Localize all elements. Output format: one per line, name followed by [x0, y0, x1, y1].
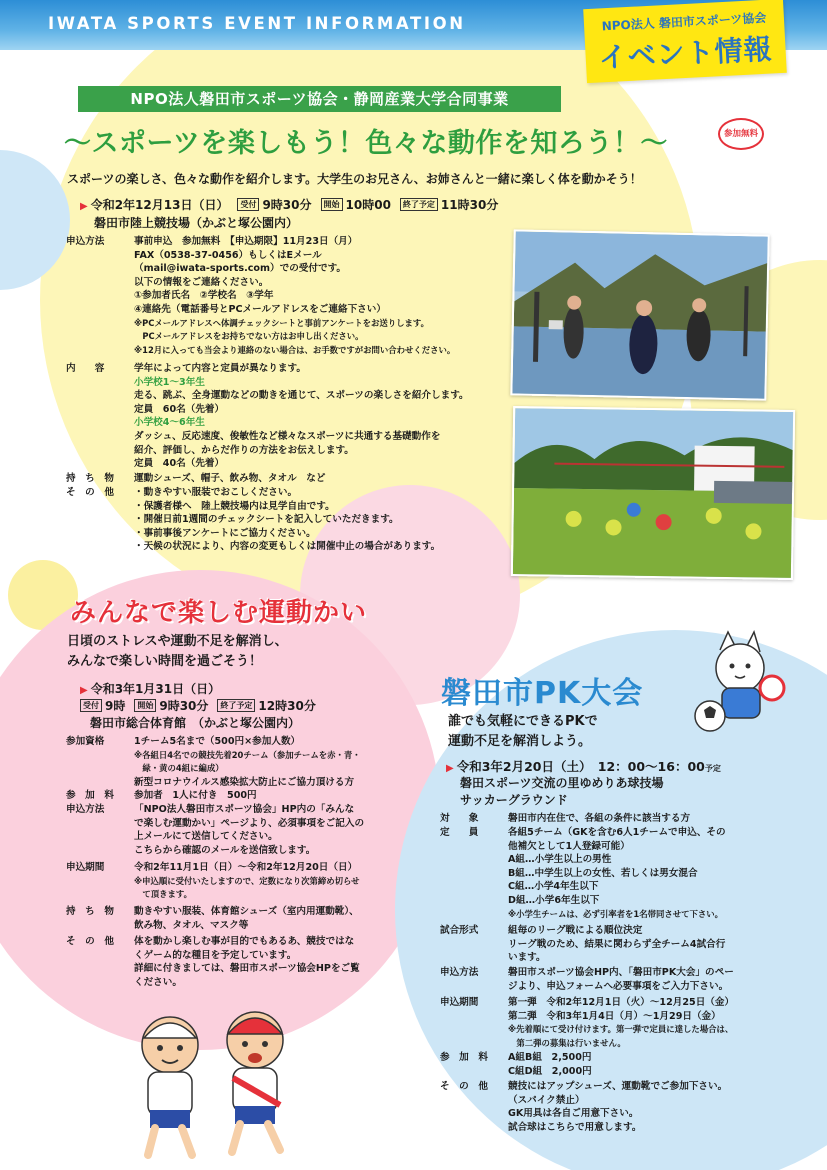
text-line: こちらから確認のメールを送信致します。 [134, 844, 316, 856]
event2-apply-value [134, 803, 364, 857]
text-line: 以下の情報をご連絡ください。 [134, 276, 269, 288]
arrow-right-icon: ▶ [80, 201, 88, 212]
event3-target-label: 対 象 [440, 813, 479, 824]
event1-content-label: 内 容 [66, 363, 105, 374]
text-line: ・事前事後アンケートにご協力ください。 [134, 527, 316, 539]
text-line: います。 [508, 952, 546, 964]
text-line: A組…小学生以上の男性 [508, 854, 612, 866]
event3-title: 磐田市PK大会 [441, 676, 644, 711]
event-info-tag [583, 0, 787, 83]
text-line: 事前申込 参加無料 【申込期限】11月23日（月） [134, 236, 358, 247]
event1-items-value: 運動シューズ、帽子、飲み物、タオル など [134, 473, 326, 484]
start-time: 9時30分 [159, 699, 209, 713]
text-line: 第二弾 令和3年1月4日（月）〜1月29日（金） [508, 1010, 721, 1022]
photo-kids-field [511, 406, 795, 580]
event2-period-label: 申込期間 [66, 862, 105, 873]
text-line: 組毎のリーグ戦による順位決定 [508, 925, 643, 936]
reception-label: 受付 [80, 699, 102, 712]
event3-date: 令和3年2月20日（土） [456, 759, 586, 774]
text-line: ・天候の状況により、内容の変更もしくは開催中止の場合があります。 [134, 541, 441, 553]
text-line: FAX（0538-37-0456）もしくはEメール [134, 249, 322, 261]
note-line: ※各組日4名での競技先着20チーム（参加チームを赤・青・ [134, 749, 361, 760]
event1-datetime [80, 196, 498, 213]
event2-intro [67, 632, 288, 672]
text-line: 詳細に付きましては、磐田市スポーツ協会HPをご覧 [134, 963, 360, 975]
text-line: B組…中学生以上の女性、若しくは男女混合 [508, 867, 698, 879]
text-line: 体を動かし楽しむ事が目的でもあるあ、競技ではな [134, 936, 355, 947]
event1-org-bar: NPO法人磐田市スポーツ協会・静岡産業大学合同事業 [78, 86, 561, 112]
text-line: ・開催日前1週間のチェックシートを記入していただきます。 [134, 514, 399, 526]
text-line: ください。 [134, 976, 182, 988]
text-line: GK用具は各自ご用意下さい。 [508, 1108, 639, 1120]
event3-intro [448, 712, 598, 752]
end-time: 11時30分 [440, 198, 499, 212]
text-line: 1チーム5名まで（500円×参加人数） [134, 736, 301, 747]
event3-fee-value [508, 1051, 592, 1078]
text-line: で楽しむ運動かい」ページより、必須事項をご記入の [134, 817, 365, 829]
text-line: 他補欠として1人登録可能） [508, 840, 630, 852]
event2-date [80, 680, 220, 697]
event3-time-suffix: 予定 [704, 764, 721, 773]
event3-capacity-label: 定 員 [440, 827, 479, 838]
text-line: 磐田市スポーツ協会HP内、「磐田市PK大会」のペー [508, 967, 734, 978]
event3-datetime [446, 757, 721, 775]
text-line: リーグ戦のため、結果に関わらず全チーム4試合行 [508, 938, 726, 950]
event3-other-label: そ の 他 [440, 1081, 488, 1092]
text-line: 新型コロナウイルス感染拡大防止にご協力頂ける方 [134, 776, 355, 788]
end-label: 終了予定 [400, 198, 438, 211]
text-line: ④連絡先（電話番号とPCメールアドレスをご連絡下さい） [134, 303, 386, 315]
running-kids-svg [120, 1000, 310, 1160]
event3-target-value: 磐田市内在住で、各組の条件に該当する方 [508, 813, 691, 824]
text-line: 試合球はこちらで用意します。 [508, 1121, 642, 1133]
event1-other-value [134, 486, 440, 554]
event3-other-value [508, 1080, 727, 1134]
text-line: 競技にはアップシューズ、運動靴でご参加下さい。 [508, 1081, 728, 1092]
event2-items-label: 持 ち 物 [66, 906, 114, 917]
text-line: 学年によって内容と定員が異なります。 [134, 363, 306, 374]
arrow-right-icon: ▶ [446, 763, 454, 774]
end-label: 終了予定 [217, 699, 255, 712]
mascot-illustration [690, 630, 790, 740]
text-line: 上メールにて送信してください。 [134, 831, 278, 843]
event1-venue: 磐田市陸上競技場（かぶと塚公園内） [94, 216, 299, 230]
start-label: 開始 [321, 198, 343, 211]
event3-apply-label: 申込方法 [440, 967, 479, 978]
reception-time: 9時 [105, 699, 126, 713]
header-title: IWATA SPORTS EVENT INFORMATION [48, 14, 466, 33]
event2-title: みんなで楽しむ運動かい [70, 598, 368, 628]
text-line: C組D組 2,000円 [508, 1065, 592, 1077]
running-kids-illustration [120, 1000, 310, 1160]
tag-title: イベント情報 [597, 32, 774, 75]
event2-other-value [134, 935, 360, 989]
text-line: ・保護者様へ 陸上競技場内は見学自由です。 [134, 500, 335, 512]
text-line: みんなで楽しい時間を過ごそう！ [67, 654, 263, 669]
text-line: 定員 60名（先着） [134, 403, 225, 415]
event1-title: 〜スポーツを楽しもう！色々な動作を知ろう！〜 [64, 128, 668, 159]
start-label: 開始 [134, 699, 156, 712]
text-line: A組B組 2,500円 [508, 1052, 592, 1063]
tag-org: NPO法人 磐田市スポーツ協会 [601, 10, 767, 34]
event2-times [80, 697, 316, 714]
note-line: ※先着順にて受け付けます。第一弾で定員に達した場合は、 [508, 1024, 734, 1035]
end-time: 12時30分 [258, 699, 316, 713]
text-line: くゲーム的な種目を予定しています。 [134, 949, 297, 961]
mascot-svg [690, 630, 790, 740]
text-line: ①参加者氏名 ②学校名 ③学年 [134, 290, 274, 302]
event1-apply-value [134, 235, 455, 357]
text-line: ・動きやすい服装でおこしください。 [134, 487, 298, 498]
arrow-right-icon: ▶ [80, 685, 88, 696]
note-line: 第二弾の募集は行いません。 [508, 1037, 626, 1048]
note-line: て頂きます。 [134, 889, 192, 900]
event3-period-value [508, 996, 734, 1050]
note-line: ※PCメールアドレスへ体調チェックシートと事前アンケートをお送りします。 [134, 317, 429, 328]
event3-fee-label: 参 加 料 [440, 1052, 488, 1063]
text-line: 運動不足を解消しよう。 [448, 734, 592, 749]
photo-sprint-illustration [512, 231, 769, 400]
event1-date: 令和2年12月13日（日） [90, 198, 229, 212]
note-line: PCメールアドレスをお持ちでない方はお申し出ください。 [134, 331, 364, 342]
event3-period-label: 申込期間 [440, 997, 479, 1008]
start-time: 10時00 [345, 198, 391, 212]
event2-date-text: 令和3年1月31日（日） [90, 682, 221, 696]
text-line: 日頃のストレスや運動不足を解消し、 [67, 634, 288, 649]
event2-apply-label: 申込方法 [66, 804, 105, 815]
reception-time: 9時30分 [262, 198, 312, 212]
grade-a-heading: 小学校1〜3年生 [134, 376, 205, 388]
text-line: 第一弾 令和2年12月1日（火）〜12月25日（金） [508, 997, 735, 1008]
text-line: 誰でも気軽にできるPKで [448, 714, 598, 729]
event1-intro: スポーツの楽しさ、色々な動作を紹介します。大学生のお兄さん、お姉さんと一緒に楽しく体を動かそう！ [67, 172, 642, 186]
event3-venue: 磐田スポーツ交流の里ゆめりあ球技場 [460, 776, 664, 790]
event2-other-label: そ の 他 [66, 936, 114, 947]
text-line: 令和2年11月1日（日）〜令和2年12月20日（日） [134, 862, 358, 873]
text-line: ダッシュ、反応速度、俊敏性など様々なスポーツに共通する基礎動作を [134, 430, 441, 442]
note-line: ※申込順に受付いたしますので、定数になり次第締め切らせ [134, 875, 360, 886]
text-line: D組…小学6年生以下 [508, 894, 600, 906]
text-line: ジより、申込フォームへ必要事項をご入力下さい。 [508, 980, 729, 992]
text-line: 走る、跳ぶ、全身運動などの動きを通じて、スポーツの楽しさを紹介します。 [134, 390, 469, 402]
event1-other-label: そ の 他 [66, 487, 114, 498]
text-line: 紹介、評価し、からだ作りの方法をお伝えします。 [134, 444, 354, 456]
event2-qual-label: 参加資格 [66, 736, 105, 747]
text-line: （スパイク禁止） [508, 1094, 585, 1106]
event3-format-label: 試合形式 [440, 925, 479, 936]
event2-fee-label: 参 加 料 [66, 790, 114, 801]
text-line: 飲み物、タオル、マスク等 [134, 919, 249, 931]
event2-qual-value [134, 735, 361, 789]
event2-fee-value: 参加者 1人に付き 500円 [134, 790, 257, 801]
event2-venue: 磐田市総合体育館 （かぶと塚公園内） [90, 716, 301, 730]
text-line: 動きやすい服装、体育館シューズ（室内用運動靴）、 [134, 906, 359, 917]
note-line: 緑・黄の4組に編成） [134, 763, 224, 774]
event1-items-label: 持 ち 物 [66, 473, 114, 484]
event1-content-value [134, 362, 469, 471]
event1-apply-label: 申込方法 [66, 236, 105, 247]
event3-apply-value [508, 966, 734, 993]
event3-capacity-value [508, 826, 726, 921]
grade-b-heading: 小学校4〜6年生 [134, 417, 205, 429]
free-badge: 参加無料 [718, 118, 764, 150]
text-line: 「NPO法人磐田市スポーツ協会」HP内の「みんな [134, 804, 355, 815]
text-line: 定員 40名（先着） [134, 458, 225, 470]
text-line: 各組5チーム（GKを含む6人1チームで申込、その [508, 827, 726, 838]
photo-sprint-training [510, 229, 769, 400]
reception-label: 受付 [237, 198, 259, 211]
photo-kids-illustration [513, 408, 795, 580]
event2-items-value [134, 905, 359, 932]
event3-venue2: サッカーグラウンド [460, 793, 568, 807]
text-line: C組…小学4年生以下 [508, 881, 599, 893]
event3-time: 12：00〜16：00 [597, 759, 705, 774]
note-line: ※12月に入っても当会より連絡のない場合は、お手数ですがお問い合わせください。 [134, 344, 456, 355]
text-line: （mail@iwata-sports.com）での受付です。 [134, 263, 346, 275]
event3-format-value [508, 924, 725, 965]
event2-period-value [134, 861, 359, 902]
note-line: ※小学生チームは、必ず引率者を1名帯同させて下さい。 [508, 908, 723, 919]
